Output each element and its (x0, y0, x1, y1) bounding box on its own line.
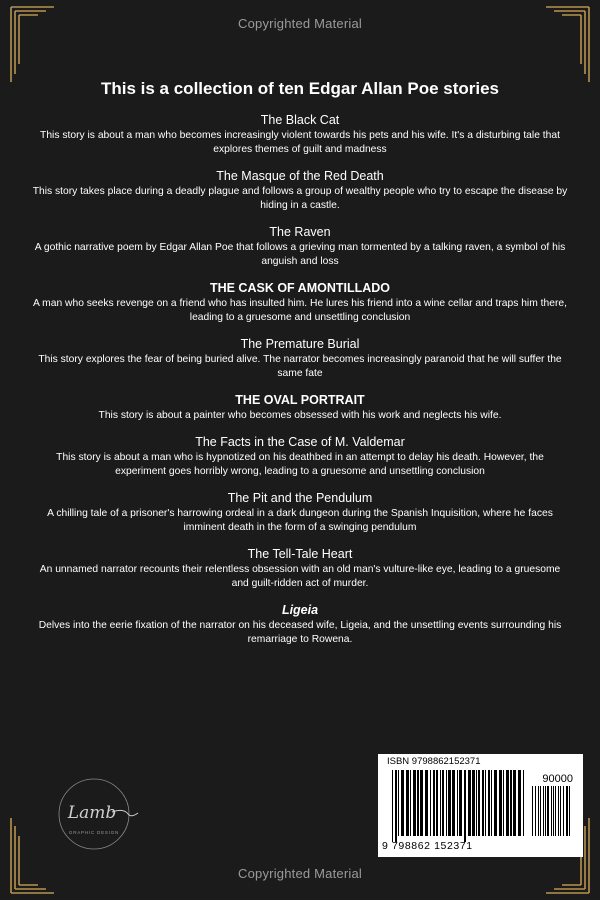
story-title: The Pit and the Pendulum (227, 491, 373, 505)
story-title: The Tell-Tale Heart (247, 547, 353, 561)
copyright-watermark-bottom: Copyrighted Material (238, 866, 362, 881)
story-entry (30, 112, 570, 157)
story-description: A chilling tale of a prisoner's harrowing ordeal in a dark dungeon during the Spanish Inquisition, where he faces imminent death in the form of a swinging pendulum (47, 508, 553, 533)
barcode-bar (535, 786, 536, 836)
barcode-bar (545, 786, 546, 836)
barcode-bar (560, 786, 561, 836)
copyright-watermark-top: Copyrighted Material (238, 16, 362, 31)
logo-script: Lamb (67, 803, 117, 823)
isbn-barcode (378, 754, 583, 857)
story-title: THE OVAL PORTRAIT (235, 393, 365, 407)
story-entry (30, 602, 570, 647)
barcode-bar (464, 770, 466, 842)
story-entry (30, 490, 570, 535)
barcode-bar (513, 770, 516, 836)
barcode-bar (398, 770, 399, 836)
barcode-bar (558, 786, 559, 836)
barcode-bar (446, 770, 447, 836)
story-title: The Premature Burial (240, 337, 360, 351)
barcode-bar (518, 770, 521, 836)
publisher-logo (54, 768, 144, 858)
barcode-bar (482, 770, 484, 836)
barcode-bar (410, 770, 411, 836)
barcode-bar (532, 786, 533, 836)
barcode-bar (553, 786, 554, 836)
barcode-bar (488, 770, 490, 836)
barcode-bar (442, 770, 444, 836)
barcode-bar (499, 770, 502, 836)
barcode-bar (506, 770, 509, 836)
story-description: An unnamed narrator recounts their relentless obsession with an old man's vulture-like eye, leading to a gruesome and guilt-ridden act of murder. (39, 564, 561, 589)
story-title: The Facts in the Case of M. Valdemar (195, 435, 405, 449)
barcode-bar (459, 770, 462, 836)
barcode-bar (395, 770, 397, 842)
barcode-bar (569, 786, 570, 836)
story-entry (30, 392, 570, 423)
barcode-bar (523, 770, 524, 836)
story-description: A man who seeks revenge on a friend who has insulted him. He lures his friend into a wine cellar and traps him there, leading to a gruesome and unsettling conclusion (32, 298, 567, 323)
barcode-bar (452, 770, 455, 836)
barcode-bar (472, 770, 475, 836)
barcode-bar (478, 770, 480, 836)
barcode-bar (551, 786, 552, 836)
story-entry (30, 546, 570, 591)
story-description: A gothic narrative poem by Edgar Allan Poe that follows a grieving man tormented by a talking raven, a symbol of his anguish and loss (34, 242, 566, 267)
barcode-bar (401, 770, 404, 836)
story-title: Ligeia (281, 603, 319, 617)
barcode-bar (420, 770, 423, 836)
barcode-addon-bars (532, 786, 574, 842)
barcode-bar (485, 770, 486, 836)
story-description: This story is about a man who becomes increasingly violent towards his pets and his wife. It's a disturbing tale that explores themes of guilt and madness (40, 130, 560, 155)
barcode-bars (392, 770, 526, 842)
barcode-bar (503, 770, 504, 836)
barcode-bar (448, 770, 451, 836)
story-description: This story explores the fear of being buried alive. The narrator becomes increasingly paranoid that he will suffer the same fate (38, 354, 562, 379)
barcode-bar (566, 786, 568, 836)
story-title: The Raven (269, 225, 331, 239)
barcode-bar (457, 770, 458, 836)
barcode-bar (494, 770, 497, 836)
story-description: This story is about a painter who becomes obsessed with his work and neglects his wife. (98, 410, 502, 421)
barcode-bar (543, 786, 544, 836)
story-entry (30, 168, 570, 213)
story-entry (30, 280, 570, 325)
barcode-bar (547, 786, 549, 836)
isbn-label: ISBN 9798862152371 (387, 756, 481, 767)
story-entry (30, 336, 570, 381)
story-entry (30, 224, 570, 269)
barcode-bar (392, 770, 393, 842)
barcode-bar (406, 770, 409, 836)
barcode-bar (491, 770, 492, 836)
barcode-bar (468, 770, 471, 836)
barcode-bar (476, 770, 477, 836)
story-entry (30, 434, 570, 479)
barcode-bar (417, 770, 419, 836)
barcode-bar (510, 770, 512, 836)
story-description: This story takes place during a deadly plague and follows a group of wealthy people who try to escape the disease by hiding in a castle. (32, 186, 568, 211)
barcode-bar (555, 786, 556, 836)
barcode-bar (440, 770, 441, 836)
barcode-digits: 9 798862 152371 (382, 840, 473, 852)
barcode-bar (538, 786, 539, 836)
page-heading: This is a collection of ten Edgar Allan Poe stories (100, 79, 499, 98)
barcode-bar (413, 770, 416, 836)
barcode-bar (425, 770, 428, 836)
barcode-bar (563, 786, 564, 836)
logo-subtext: GRAPHIC DESIGN (68, 830, 120, 835)
barcode-bar (433, 770, 435, 836)
story-list (30, 112, 570, 658)
barcode-bar (430, 770, 431, 836)
story-title: The Black Cat (260, 113, 340, 127)
barcode-bar (436, 770, 438, 836)
story-title: The Masque of the Red Death (216, 169, 384, 183)
price-code: 90000 (542, 773, 573, 785)
corner-ornament-bottom-left (10, 818, 54, 894)
barcode-bar (540, 786, 541, 836)
story-description: Delves into the eerie fixation of the narrator on his deceased wife, Ligeia, and the unsettling events surrounding his remarriage to Rowena. (38, 620, 562, 645)
story-title: THE CASK OF AMONTILLADO (209, 281, 391, 295)
story-description: This story is about a man who is hypnotized on his deathbed in an attempt to delay his death. However, the experiment goes horribly wrong, leading to a gruesome and unsettling conclusion (56, 452, 544, 477)
